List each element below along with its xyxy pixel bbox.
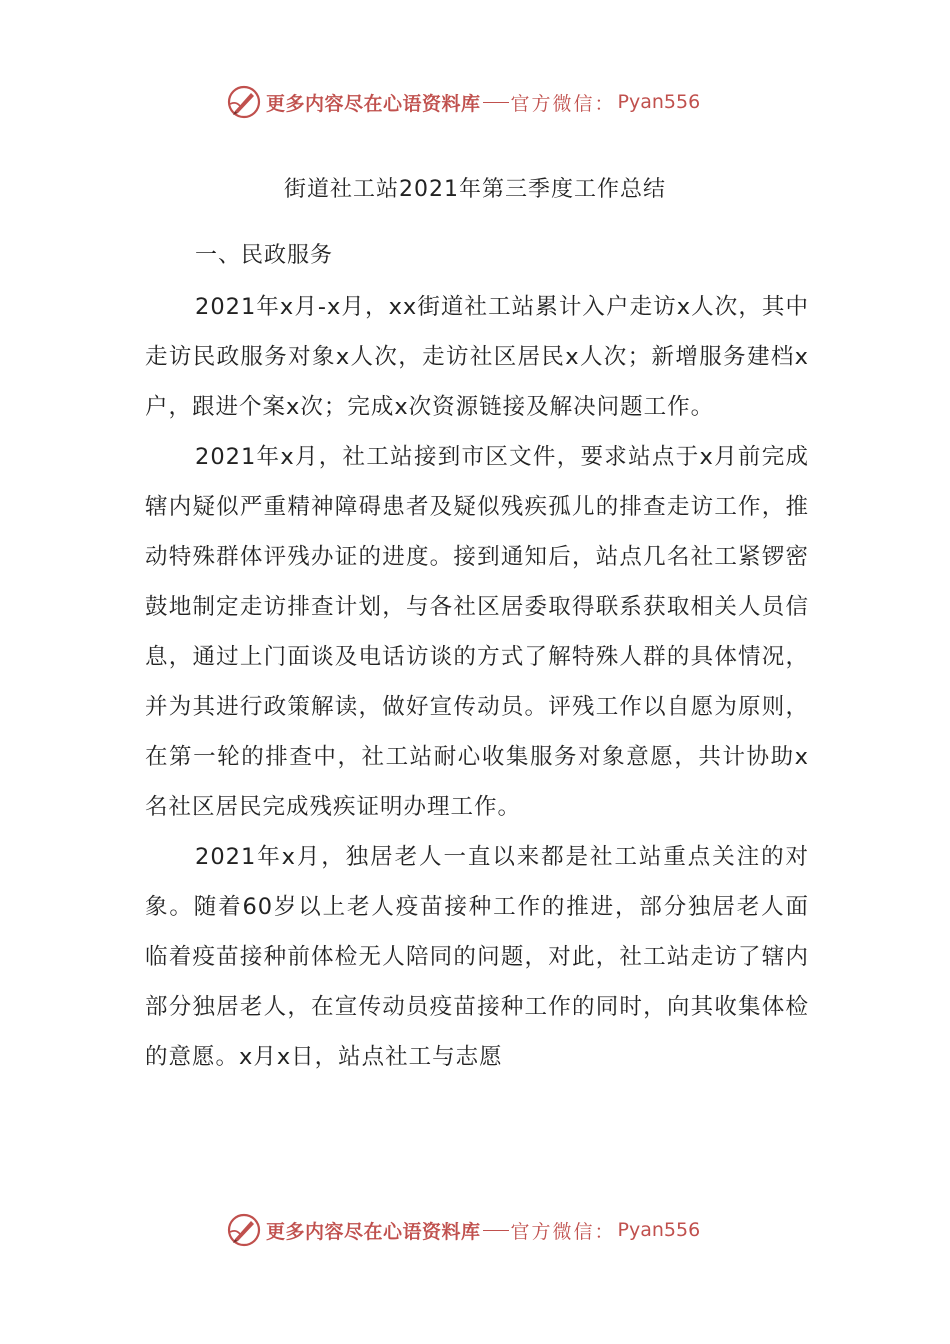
document-title: 街道社工站2021年第三季度工作总结 — [284, 177, 666, 202]
header-watermark-banner — [226, 82, 700, 122]
banner-dash — [483, 102, 509, 103]
banner-wechat-id: Pyan556 — [617, 1219, 701, 1241]
section-heading: 一、民政服务 — [195, 243, 334, 268]
banner-wechat-label: 官方微信： — [510, 1220, 616, 1243]
document-body — [145, 282, 809, 1082]
paragraph: 2021年x月-x月，xx街道社工站累计入户走访x人次，其中走访民政服务对象x人次，走访社区居民x人次；新增服务建档x户，跟进个案x次；完成x次资源链接及解决问题工作。 — [145, 294, 809, 420]
banner-wechat-label: 官方微信： — [510, 92, 616, 115]
pen-logo-icon — [226, 84, 262, 120]
pen-logo-icon — [226, 1212, 262, 1248]
paragraph: 2021年x月，独居老人一直以来都是社工站重点关注的对象。随着60岁以上老人疫苗接种工作的推进，部分独居老人面临着疫苗接种前体检无人陪同的问题，对此，社工站走访了辖内部分独居老人，在宣传动员疫苗接种工作的同时，向其收集体检的意愿。x月x日，站点社工与志愿 — [145, 844, 809, 1070]
banner-slogan: 更多内容尽在心语资料库 — [266, 1220, 481, 1243]
footer-watermark-banner — [226, 1210, 700, 1250]
banner-wechat-id: Pyan556 — [617, 91, 701, 113]
banner-slogan: 更多内容尽在心语资料库 — [266, 92, 481, 115]
paragraph: 2021年x月，社工站接到市区文件，要求站点于x月前完成辖内疑似严重精神障碍患者及疑似残疾孤儿的排查走访工作，推动特殊群体评残办证的进度。接到通知后，站点几名社工紧锣密鼓地制定走访排查计划，与各社区居委取得联系获取相关人员信息，通过上门面谈及电话访谈的方式了解特殊人群的具体情况，并为其进行政策解读，做好宣传动员。评残工作以自愿为原则，在第一轮的排查中，社工站耐心收集服务对象意愿，共计协助x名社区居民完成残疾证明办理工作。 — [145, 444, 809, 820]
banner-dash — [483, 1230, 509, 1231]
